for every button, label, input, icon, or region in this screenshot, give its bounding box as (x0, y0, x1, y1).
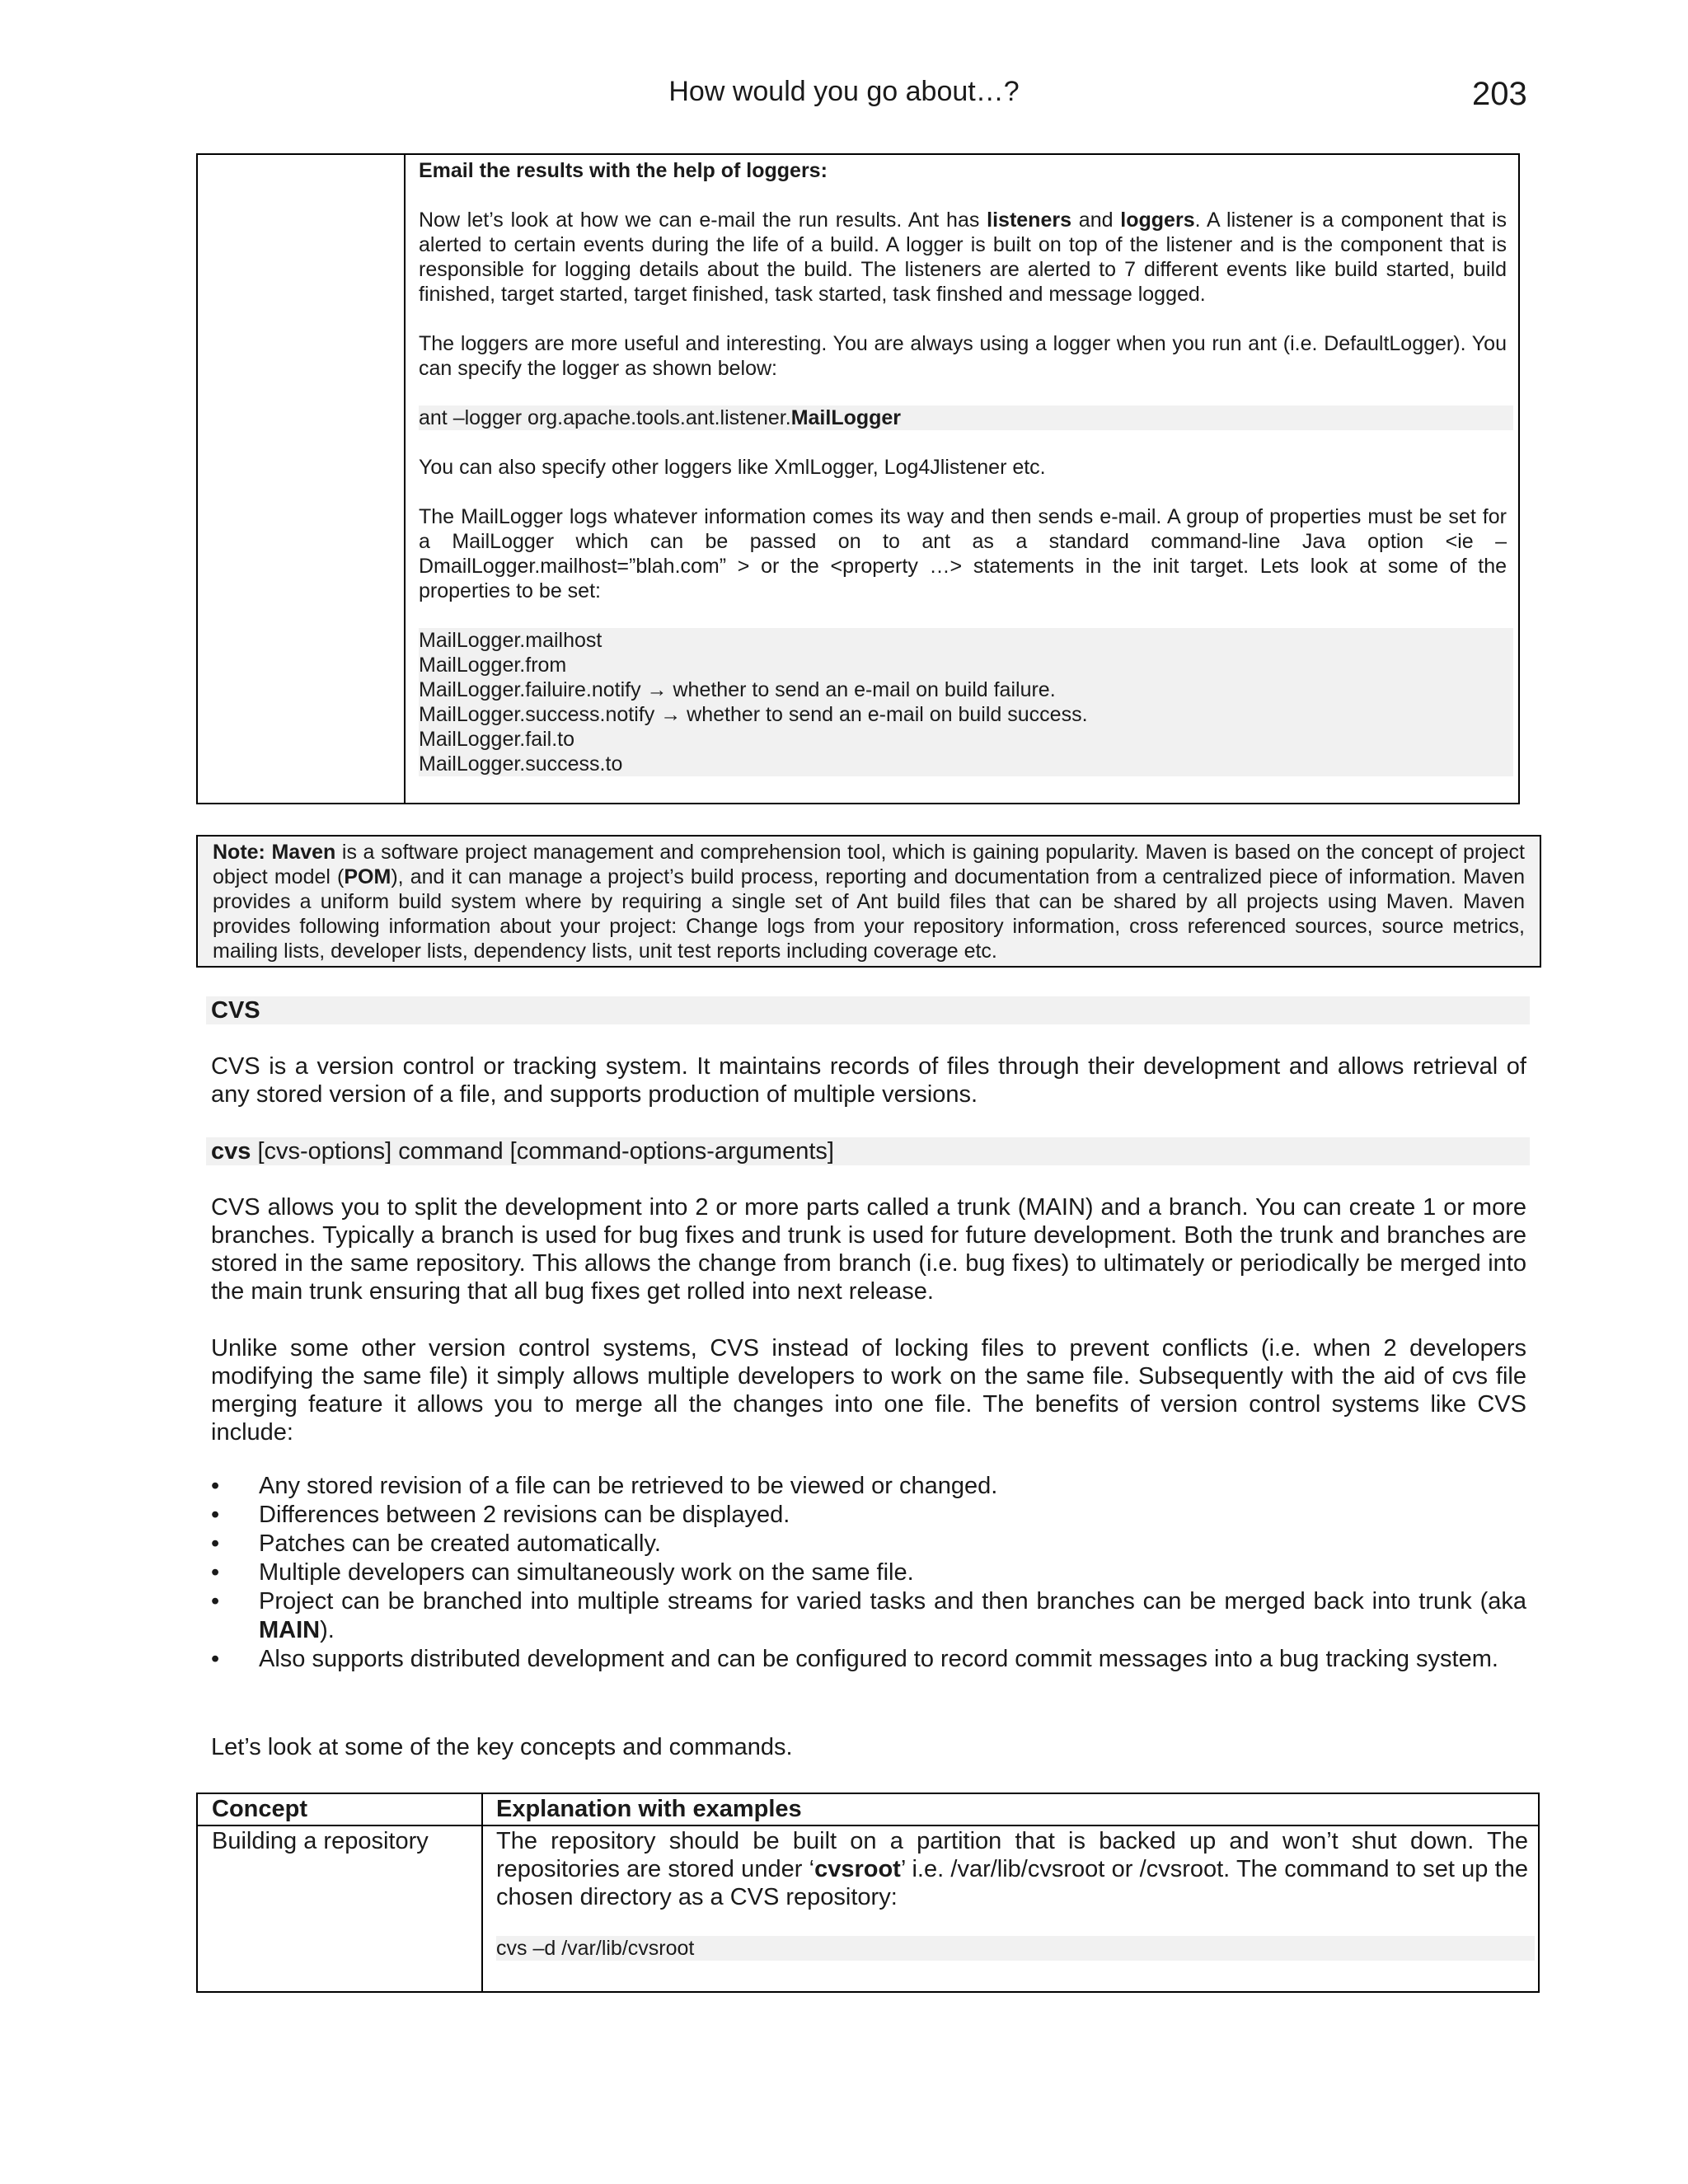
table-column-divider (481, 1794, 483, 1991)
list-item: • Also supports distributed development and can be configured to record commit messages into a bug tracking system. (211, 1646, 1498, 1672)
properties-list (419, 628, 1513, 776)
list-item: • Patches can be created automatically. (211, 1530, 661, 1557)
loggers-paragraph: The loggers are more useful and interesting. You are always using a logger when you run ant (i.e. DefaultLogger). You can specify the logger as shown below: (419, 332, 1507, 380)
logger-content (419, 158, 1507, 776)
listeners-paragraph: Now let’s look at how we can e-mail the run results. Ant has listeners and loggers. A listener is a component that is alerted to certain events during the life of a build. A logger is built on top of the listener and is the component that is responsible for logging details about the build. The listeners are alerted to 7 different events like build started, build finished, target started, target finished, task started, task finshed and message logged. (419, 209, 1507, 306)
explanation-column-header: Explanation with examples (496, 1796, 802, 1822)
list-item: • Project can be branched into multiple streams for varied tasks and then branches can be merged back into trunk (aka MAIN). (211, 1588, 1526, 1643)
property-line: MailLogger.failuire.notify → whether to send an e-mail on build failure. (419, 678, 1056, 701)
property-line: MailLogger.from (419, 654, 567, 677)
logger-table (196, 153, 1520, 804)
explanation-cell: The repository should be built on a partition that is backed up and won’t shut down. The repositories are stored under ‘cvsroot’ i.e. /var/lib/cvsroot or /cvsroot. The command to set up the chosen directory as a CVS repository: (496, 1828, 1528, 1910)
cvs-syntax: cvs [cvs-options] command [command-options-arguments] (211, 1138, 834, 1165)
property-line: MailLogger.mailhost (419, 629, 603, 652)
closing-line: Let’s look at some of the key concepts and commands. (211, 1734, 793, 1760)
benefits-list (211, 1472, 1526, 1674)
cvs-intro: CVS is a version control or tracking system. It maintains records of files through their development and allows retrieval of any stored version of a file, and supports production of multiple versions. (211, 1053, 1526, 1108)
table-header-divider (198, 1825, 1538, 1826)
page-title: How would you go about…? (668, 76, 1020, 107)
page-number: 203 (1472, 76, 1527, 112)
list-item: • Any stored revision of a file can be retrieved to be viewed or changed. (211, 1473, 998, 1499)
property-line: MailLogger.fail.to (419, 728, 575, 751)
list-item: • Multiple developers can simultaneously work on the same file. (211, 1559, 914, 1586)
concept-table (196, 1793, 1540, 1993)
logger-heading: Email the results with the help of loggers: (419, 159, 828, 182)
logger-command: ant –logger org.apache.tools.ant.listener.MailLogger (419, 405, 1513, 430)
maven-note: Note: Maven is a software project management and comprehension tool, which is gaining popularity. Maven is based on the concept of project object model (POM), and it can manage a project’s build process, reporting and documentation from a centralized piece of information. Maven provides a uniform build system where by requiring a single set of Ant build files that can be shared by all projects using Maven. Maven provides following information about your project: Change logs from your repository information, cross referenced sources, source metrics, mailing lists, developer lists, dependency lists, unit test reports including coverage etc. (196, 835, 1541, 968)
column-divider (404, 155, 406, 803)
property-line: MailLogger.success.to (419, 752, 623, 776)
concept-column-header: Concept (212, 1796, 307, 1822)
concept-cell: Building a repository (212, 1828, 429, 1854)
cvs-init-command: cvs –d /var/lib/cvsroot (496, 1936, 1535, 1961)
list-item: • Differences between 2 revisions can be displayed. (211, 1502, 790, 1528)
property-line: MailLogger.success.notify → whether to send an e-mail on build success. (419, 703, 1088, 726)
cvs-heading: CVS (211, 997, 260, 1024)
other-loggers-paragraph: You can also specify other loggers like XmlLogger, Log4Jlistener etc. (419, 456, 1046, 479)
cvs-unlike-paragraph: Unlike some other version control systems, CVS instead of locking files to prevent conflicts (i.e. when 2 developers modifying the same file) it simply allows multiple developers to work on the same file. Subsequently with the aid of cvs file merging feature it allows you to merge all the changes into one file. The benefits of version control systems like CVS include: (211, 1335, 1526, 1446)
maillogger-paragraph: The MailLogger logs whatever information comes its way and then sends e-mail. A group of properties must be set for a MailLogger which can be passed on to ant as a standard command-line Java option <ie –DmailLogger.mailhost=”blah.com” > or the <property …> statements in the init target. Lets look at some of the properties to be set: (419, 505, 1507, 602)
cvs-trunk-paragraph: CVS allows you to split the development into 2 or more parts called a trunk (MAIN) and a branch. You can create 1 or more branches. Typically a branch is used for bug fixes and trunk is used for future development. Both the trunk and branches are stored in the same repository. This allows the change from branch (i.e. bug fixes) to ultimately or periodically be merged into the main trunk ensuring that all bug fixes get rolled into next release. (211, 1194, 1526, 1305)
